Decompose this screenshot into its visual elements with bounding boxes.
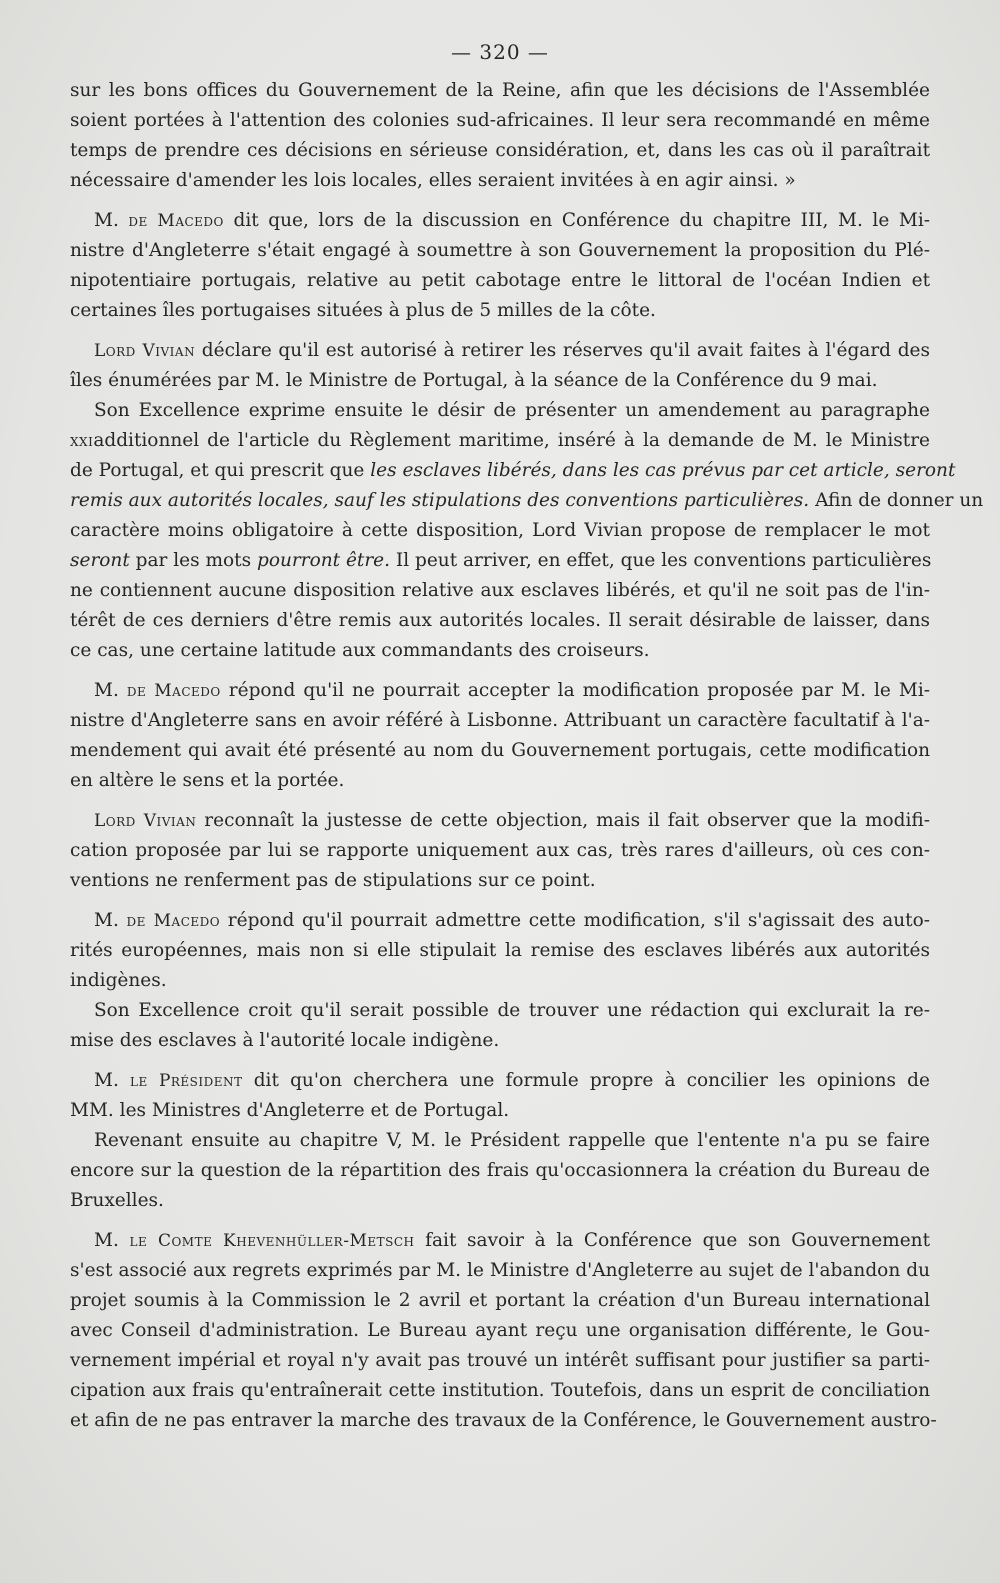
line-text: certaines îles portugaises situées à plus de 5 milles de la côte. [70, 300, 656, 321]
line-text: Revenant ensuite au chapitre V, M. le Président rappelle que l'entente n'a pu se faire [94, 1130, 930, 1151]
line-text: Afin de donner un [809, 490, 984, 511]
line-text: nipotentiaire portugais, relative au petit cabotage entre le littoral de l'océan Indien et [70, 270, 930, 291]
line-text: encore sur la question de la répartition des frais qu'occasionnera la création du Bureau de [70, 1160, 930, 1181]
speaker-name: de Macedo [126, 681, 221, 701]
text-line [70, 296, 930, 326]
speaker-title: M. [94, 1230, 119, 1251]
text-line [70, 136, 930, 166]
line-text: dit que, lors de la discussion en Conférence du chapitre III, M. le Mi- [223, 210, 930, 231]
text-line [70, 1156, 930, 1186]
speaker-name: de Macedo [128, 211, 224, 231]
text-line [70, 1376, 930, 1406]
line-text: en altère le sens et la portée. [70, 770, 345, 791]
line-text: sur les bons offices du Gouvernement de la Reine, afin que les décisions de l'Assemblée [70, 80, 930, 101]
line-text: rités européennes, mais non si elle stipulait la remise des esclaves libérés aux autorités [70, 940, 930, 961]
text-line [70, 736, 930, 766]
text-line [70, 1256, 930, 1286]
line-text: projet soumis à la Commission le 2 avril et portant la création d'un Bureau international [70, 1290, 930, 1311]
line-text: mendement qui avait été présenté au nom du Gouvernement portugais, cette modification [70, 740, 930, 761]
line-text: ventions ne renferment pas de stipulations sur ce point. [70, 870, 596, 891]
text-line [70, 706, 930, 736]
text-line [70, 1026, 930, 1056]
line-text: Il peut arriver, en effet, que les conventions particulières [390, 550, 932, 571]
line-text: térêt de ces derniers d'être remis aux autorités locales. Il serait désirable de laisser, dans [70, 610, 930, 631]
italic-text: seront [70, 550, 130, 571]
text-line [70, 76, 930, 106]
speaker-name: Lord Vivian [94, 341, 196, 361]
text-line [70, 426, 930, 456]
text-line [70, 1186, 930, 1216]
line-text: répond qu'il ne pourrait accepter la modification proposée par M. le Mi- [220, 680, 930, 701]
text-line [70, 836, 930, 866]
line-text: cation proposée par lui se rapporte uniquement aux cas, très rares d'ailleurs, où ces con- [70, 840, 930, 861]
text-line [70, 486, 984, 516]
text-line [70, 766, 930, 796]
line-text: avec Conseil d'administration. Le Bureau ayant reçu une organisation différente, le Gou- [70, 1320, 930, 1341]
speaker-title: M. [94, 910, 119, 931]
text-line [70, 366, 930, 396]
line-text: Son Excellence exprime ensuite le désir de présenter un amendement au paragraphe [94, 400, 930, 421]
line-text: Bruxelles. [70, 1190, 164, 1211]
text-line [70, 1286, 930, 1316]
speaker-name: de Macedo [126, 911, 221, 931]
text-line [70, 806, 930, 836]
line-text: reconnaît la justesse de cette objection, mais il fait observer que la modifi- [196, 810, 930, 831]
italic-text: pourront être. [257, 550, 391, 571]
line-text: caractère moins obligatoire à cette disposition, Lord Vivian propose de remplacer le mot [70, 520, 930, 541]
page-number: — 320 — [451, 40, 549, 64]
text-line [70, 1226, 930, 1256]
line-text: MM. les Ministres d'Angleterre et de Portugal. [70, 1100, 510, 1121]
text-line [70, 1406, 937, 1436]
line-text: du Règlement maritime, inséré à la demande de M. le Ministre [317, 430, 931, 451]
line-text: et afin de ne pas entraver la marche des travaux de la Conférence, le Gouvernement austro- [70, 1410, 937, 1431]
text-line [70, 166, 930, 196]
speaker-name: Lord Vivian [94, 811, 197, 831]
line-text: indigènes. [70, 970, 167, 991]
line-text: additionnel de l'article [93, 430, 318, 451]
text-body [70, 76, 984, 1436]
line-text: ne contiennent aucune disposition relative aux esclaves libérés, et qu'il ne soit pas de l'in- [70, 580, 930, 601]
text-line [70, 1346, 930, 1376]
line-text: s'est associé aux regrets exprimés par M. le Ministre d'Angleterre au sujet de l'abandon du [70, 1260, 930, 1281]
text-line [70, 516, 930, 546]
text-line [70, 206, 930, 236]
text-line [70, 866, 930, 896]
line-text: nistre d'Angleterre sans en avoir référé à Lisbonne. Attribuant un caractère facultatif à l'a- [70, 710, 930, 731]
text-line [70, 336, 930, 366]
line-text: îles énumérées par M. le Ministre de Portugal, à la séance de la Conférence du 9 mai. [70, 370, 878, 391]
italic-text: les esclaves libérés, dans les cas prévus par cet article, seront [370, 460, 956, 481]
line-text: ce cas, une certaine latitude aux commandants des croiseurs. [70, 640, 650, 661]
line-text: fait savoir à la Conférence que son Gouvernement [414, 1230, 931, 1251]
speaker-title: M. [94, 680, 119, 701]
line-text: nistre d'Angleterre s'était engagé à soumettre à son Gouvernement la proposition du Plé- [70, 240, 930, 261]
text-line [70, 966, 930, 996]
text-line [70, 1066, 930, 1096]
speaker-name: le Président [130, 1071, 243, 1091]
line-text: par les mots [129, 550, 257, 571]
speaker-name: xxi [70, 431, 94, 451]
line-text: mise des esclaves à l'autorité locale indigène. [70, 1030, 500, 1051]
speaker-title: M. [94, 210, 119, 231]
line-text: dit qu'on cherchera une formule propre à concilier les opinions de [242, 1070, 930, 1091]
text-line [70, 936, 930, 966]
line-text: nécessaire d'amender les lois locales, elles seraient invitées à en agir ainsi. » [70, 170, 796, 191]
text-line [70, 996, 930, 1026]
text-line [70, 396, 930, 426]
text-line [70, 576, 930, 606]
text-line [70, 1316, 930, 1346]
line-text: Son Excellence croit qu'il serait possible de trouver une rédaction qui exclurait la re- [94, 1000, 930, 1021]
text-line [70, 546, 930, 576]
text-line [70, 106, 930, 136]
italic-text: remis aux autorités locales, sauf les stipulations des conventions particulières. [70, 490, 810, 511]
text-line [70, 676, 930, 706]
line-text: soient portées à l'attention des colonies sud-africaines. Il leur sera recommandé en même [70, 110, 930, 131]
line-text: temps de prendre ces décisions en sérieuse considération, et, dans les cas où il paraîtrait [70, 140, 930, 161]
line-text: déclare qu'il est autorisé à retirer les réserves qu'il avait faites à l'égard des [195, 340, 930, 361]
line-text: répond qu'il pourrait admettre cette modification, s'il s'agissait des auto- [220, 910, 931, 931]
speaker-name: le Comte Khevenhüller-Metsch [129, 1231, 415, 1251]
line-text: cipation aux frais qu'entraînerait cette institution. Toutefois, dans un esprit de conciliation [70, 1380, 930, 1401]
line-text: de Portugal, et qui prescrit que [70, 460, 371, 481]
text-line [70, 606, 930, 636]
text-line [70, 456, 956, 486]
text-line [70, 1126, 930, 1156]
line-text: vernement impérial et royal n'y avait pas trouvé un intérêt suffisant pour justifier sa parti- [70, 1350, 930, 1371]
text-line [70, 266, 930, 296]
text-line [70, 636, 930, 666]
text-line [70, 906, 930, 936]
text-line [70, 1096, 930, 1126]
text-line [70, 236, 930, 266]
speaker-title: M. [94, 1070, 119, 1091]
